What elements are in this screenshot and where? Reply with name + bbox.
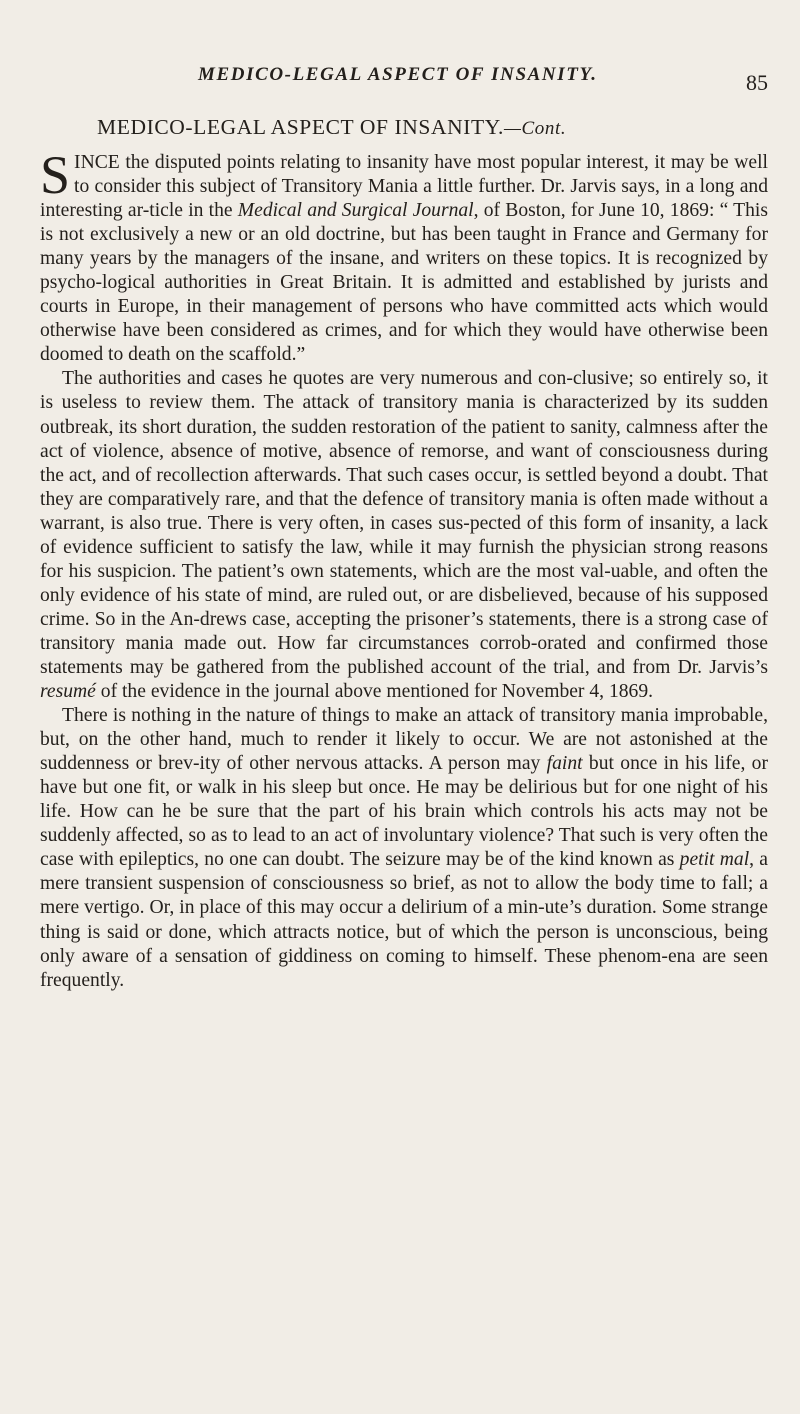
text-segment: but once in his life, or have but one fit, or walk in his sleep but once. He may be delirious but for one night of his life. How can he be sure that the part of his brain which controls his acts may not be suddenly affected, so as to lead to an act of involuntary violence? That such is very often the case with epileptics, no one can doubt. The seizure may be of the kind known as: [40, 753, 768, 871]
text-segment: The authorities and cases he quotes are very numerous and con-clusive; so entirely so, it is useless to review them. The attack of transitory mania is characterized by its sudden outbreak, its short duration, the sudden restoration of the patient to sanity, calmness after the act of violence, absence of motive, absence of remorse, and want of consciousness during the act, and of recollection afterwards. That such cases occur, is settled beyond a doubt. That they are comparatively rare, and that the defence of transitory mania is often made without a warrant, is also true. There is very often, in cases sus-pected of this form of insanity, a lack of evidence sufficient to satisfy the law, while it may furnish the physician strong reasons for his suspicion. The patient’s own statements, which are the most val-uable, and often the only evidence of his state of mind, are ruled out, or are disbelieved, because of his supposed crime. So in the An-drews case, accepting the prisoner’s statements, there is a strong case of transitory mania made out. How far circumstances corrob-orated and confirmed those statements may be gathered from the published account of the trial, and from Dr. Jarvis’s: [40, 368, 768, 678]
body-text: [40, 145, 769, 993]
italic-text: faint: [546, 753, 583, 775]
article-title: [97, 115, 777, 140]
drop-cap: S: [40, 145, 71, 205]
paragraph: [40, 367, 768, 704]
text-segment: of the evidence in the journal above mentioned for November 4, 1869.: [95, 681, 654, 703]
text-segment: , a mere transient suspension of consciousness so brief, as not to allow the body time to fall; a mere vertigo. Or, in place of this may occur a delirium of a min-ute’s duration. Some strange thing is said or done, which attracts notice, but of which the person is unconscious, being only aware of a sensation of giddiness on coming to himself. These phenom-ena are seen frequently.: [40, 849, 768, 991]
paragraph: [40, 145, 769, 367]
paragraph: [40, 704, 768, 993]
article-title-main: MEDICO-LEGAL ASPECT OF INSANITY.: [97, 115, 505, 139]
text-segment: There is nothing in the nature of things to make an attack of transitory mania improbable, but, on the other hand, much to render it likely to occur. We are not astonished at the suddenness or brev-ity of other nervous attacks. A person may: [40, 705, 768, 775]
italic-text: petit mal: [679, 849, 750, 871]
text-segment: INCE the disputed points relating to insanity have most popular interest, it may be well to consider this subject of Transitory Mania a little further. Dr. Jarvis says, in a long and interesting ar-ticle in the: [40, 152, 768, 222]
italic-text: resumé: [40, 681, 96, 703]
running-head: MEDICO-LEGAL ASPECT OF INSANITY.: [198, 64, 598, 85]
italic-text: Medical and Surgical Journal: [237, 200, 474, 222]
article-title-continued: —Cont.: [504, 118, 567, 139]
text-segment: , of Boston, for June 10, 1869: “ This is not exclusively a new or an old doctrine, but has been taught in France and Germany for many years by the managers of the insane, and writers on these topics. It is recognized by psycho-logical authorities in Great Britain. It is admitted and established by jurists and courts in Europe, in their management of persons who have committed acts which would otherwise have been considered as crimes, and for which they would have otherwise been doomed to death on the scaffold.”: [40, 200, 769, 366]
page-number: 85: [746, 70, 768, 95]
